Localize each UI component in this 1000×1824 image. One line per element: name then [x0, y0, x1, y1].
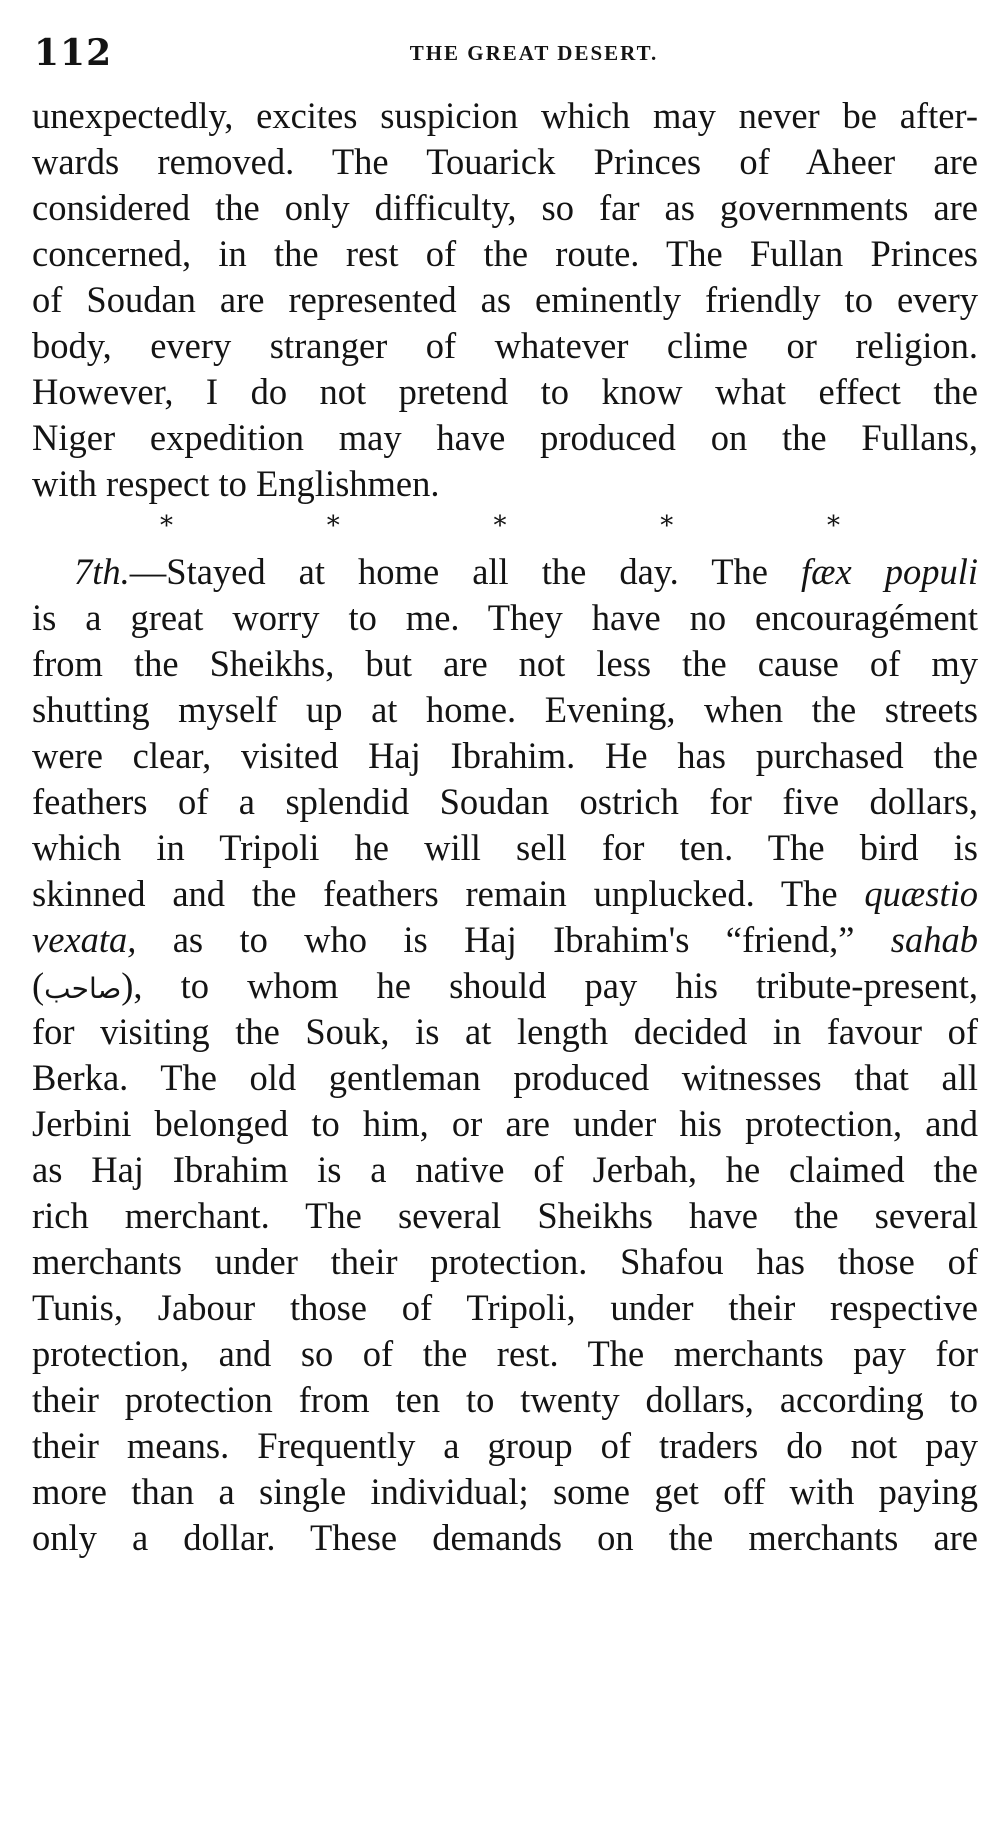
text-line: skinned and the feathers remain unplucked. The quæstio: [32, 873, 978, 914]
asterisk: *: [160, 511, 173, 541]
asterisk: *: [660, 511, 674, 541]
latin-phrase: quæstio: [864, 873, 978, 914]
text-line: feathers of a splendid Soudan ostrich for five dollars,: [32, 781, 978, 822]
text-line: (صاحب), to whom he should pay his tribute-present,: [32, 965, 978, 1006]
text-line: their means. Frequently a group of traders do not pay: [32, 1425, 978, 1466]
entry-date: 7th.: [74, 551, 130, 592]
text-line: their protection from ten to twenty dollars, according to: [32, 1379, 978, 1420]
arabic-transliteration: sahab: [890, 919, 978, 960]
section-separator: [160, 506, 840, 546]
text-line: with respect to Englishmen.: [32, 463, 440, 504]
latin-phrase: vexata,: [32, 919, 137, 960]
text-line: protection, and so of the rest. The merchants pay for: [32, 1333, 978, 1374]
text-line: were clear, visited Haj Ibrahim. He has purchased the: [32, 735, 978, 776]
text-line: for visiting the Souk, is at length decided in favour of: [32, 1011, 978, 1052]
arabic-word: صاحب: [44, 972, 122, 1005]
text-line: as Haj Ibrahim is a native of Jerbah, he claimed the: [32, 1149, 978, 1190]
asterisk: *: [326, 511, 340, 541]
page-header: [34, 28, 974, 78]
text-line: Tunis, Jabour those of Tripoli, under their respective: [32, 1287, 978, 1328]
text-line: considered the only difficulty, so far as governments are: [32, 187, 978, 228]
text-line: 7th.—Stayed at home all the day. The fæx populi: [74, 551, 979, 592]
text-line: vexata, as to who is Haj Ibrahim's “friend,” sahab: [32, 919, 978, 960]
text-line: Jerbini belonged to him, or are under his protection, and: [32, 1103, 978, 1144]
asterisk: *: [493, 511, 507, 541]
text-line: concerned, in the rest of the route. The Fullan Princes: [32, 233, 978, 274]
text-line: wards removed. The Touarick Princes of Aheer are: [32, 141, 978, 182]
text-line: of Soudan are represented as eminently friendly to every: [32, 279, 978, 320]
text-line: more than a single individual; some get off with paying: [32, 1471, 978, 1512]
latin-phrase: fæx populi: [801, 551, 979, 592]
text-line: from the Sheikhs, but are not less the cause of my: [32, 643, 978, 684]
text-line: which in Tripoli he will sell for ten. The bird is: [32, 827, 978, 868]
text-line: only a dollar. These demands on the merchants are: [32, 1517, 978, 1558]
text-line: rich merchant. The several Sheikhs have the several: [32, 1195, 978, 1236]
text-line: unexpectedly, excites suspicion which may never be after-: [32, 95, 978, 136]
text-line: Niger expedition may have produced on the Fullans,: [32, 417, 978, 458]
text-line: shutting myself up at home. Evening, when the streets: [32, 689, 978, 730]
text-line: However, I do not pretend to know what effect the: [32, 371, 978, 412]
text-line: merchants under their protection. Shafou has those of: [32, 1241, 978, 1282]
asterisk: *: [827, 511, 840, 541]
page-number: 112: [34, 32, 113, 74]
text-line: Berka. The old gentleman produced witnesses that all: [32, 1057, 978, 1098]
text-line: body, every stranger of whatever clime or religion.: [32, 325, 978, 366]
text-line: is a great worry to me. They have no encouragément: [32, 597, 978, 638]
running-title: THE GREAT DESERT.: [409, 41, 659, 65]
